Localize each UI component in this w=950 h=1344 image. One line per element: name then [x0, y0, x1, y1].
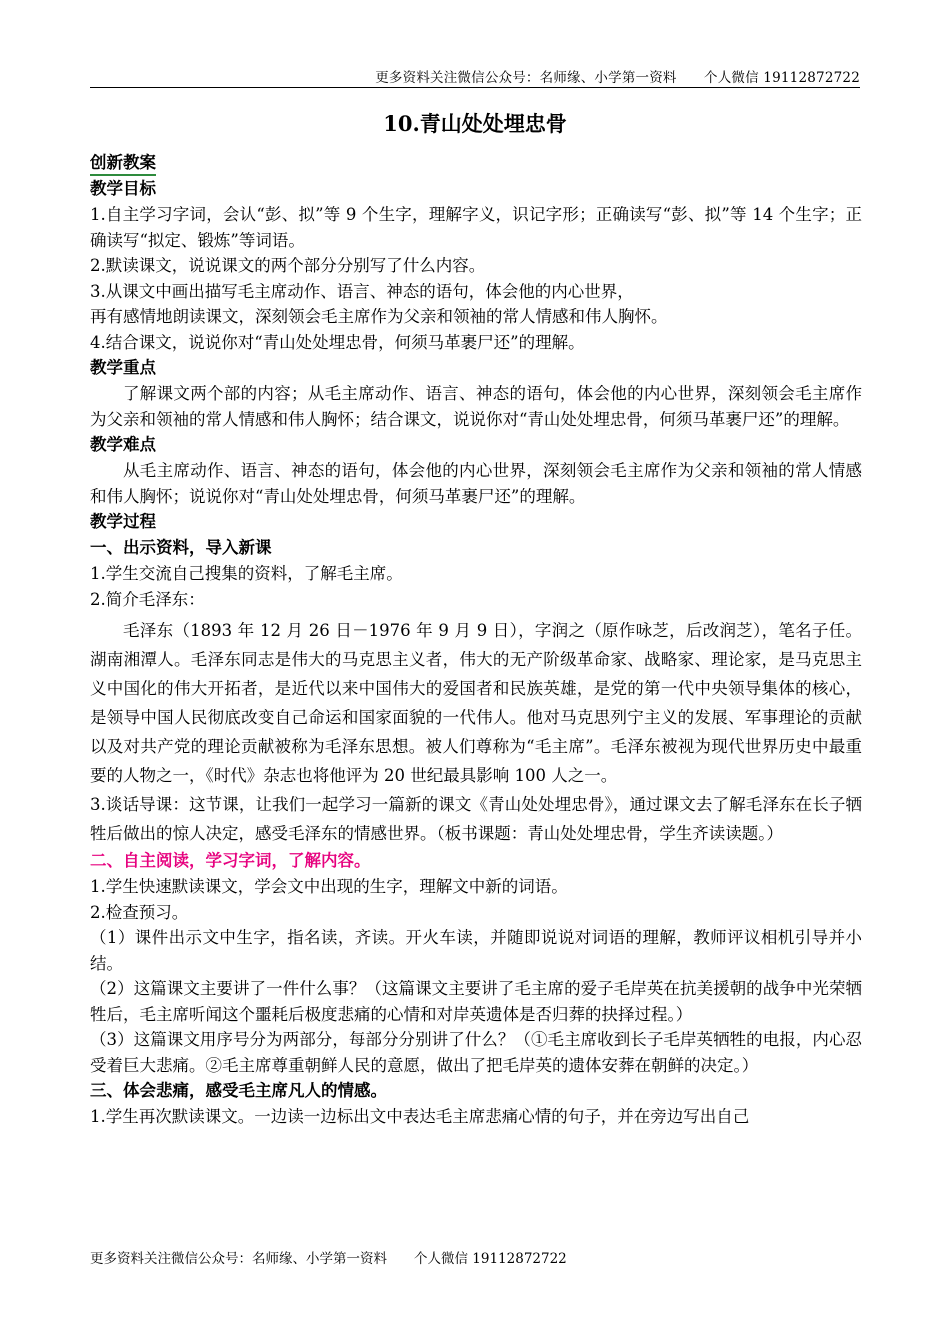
step2-heading: 二、自主阅读，学习字词，了解内容。 — [90, 851, 371, 870]
focus-paragraph: 了解课文两个部的内容；从毛主席动作、语言、神态的语句，体会他的内心世界，深刻领会毛主席作为父亲和领袖的常人情感和伟人胸怀；结合课文，说说你对“青山处处埋忠骨，何须马革裹尸还”的理解。 — [90, 384, 862, 429]
step1-item: 1.学生交流自己搜集的资料，了解毛主席。 — [90, 564, 403, 583]
page-title: 10.青山处处埋忠骨 — [383, 111, 567, 136]
step2-item: 1.学生快速默读课文，学会文中出现的生字，理解文中新的词语。 — [90, 877, 568, 896]
difficulty-paragraph: 从毛主席动作、语言、神态的语句，体会他的内心世界，深刻领会毛主席作为父亲和领袖的常人情感和伟人胸怀；说说你对“青山处处埋忠骨，何须马革裹尸还”的理解。 — [90, 461, 862, 506]
mao-bio-paragraph: 毛泽东（1893 年 12 月 26 日－1976 年 9 月 9 日），字润之（原作咏芝，后改润芝），笔名子任。湖南湘潭人。毛泽东同志是伟大的马克思主义者，伟大的无产阶级革命家、战略家、理论家，是马克思主义中国化的伟大开拓者，是近代以来中国伟大的爱国者和民族英雄，是党的第一代中央领导集体的核心，是领导中国人民彻底改变自己命运和国家面貌的一代伟人。他对马克思列宁主义的发展、军事理论的贡献以及对共产党的理论贡献被称为毛泽东思想。被人们尊称为“毛主席”。毛泽东被视为现代世界历史中最重要的人物之一，《时代》杂志也将他评为 20 世纪最具影响 100 人之一。 — [90, 621, 862, 785]
step1-heading: 一、出示资料，导入新课 — [90, 538, 272, 557]
step2-subitem: （2）这篇课文主要讲了一件什么事？（这篇课文主要讲了毛主席的爱子毛岸英在抗美援朝的战争中光荣牺牲后，毛主席听闻这个噩耗后极度悲痛的心情和对岸英遗体是否归葬的抉择过程。） — [90, 979, 862, 1024]
step2-subitem: （3）这篇课文用序号分为两部分，每部分分别讲了什么？（①毛主席收到长子毛岸英牺牲的电报，内心忍受着巨大悲痛。②毛主席尊重朝鲜人民的意愿，做出了把毛岸英的遗体安葬在朝鲜的决定。） — [90, 1030, 862, 1075]
goal-item: 2.默读课文，说说课文的两个部分分别写了什么内容。 — [90, 256, 486, 275]
goal-item: 3.从课文中画出描写毛主席动作、语言、神态的语句，体会他的内心世界， — [90, 281, 634, 301]
header-divider — [90, 87, 860, 88]
page-header: 更多资料关注微信公众号：名师缘、小学第一资料 个人微信 19112872722 — [375, 70, 860, 86]
step3-heading: 三、体会悲痛，感受毛主席凡人的情感。 — [90, 1081, 387, 1100]
step3-item: 1.学生再次默读课文。一边读一边标出文中表达毛主席悲痛心情的句子，并在旁边写出自己 — [90, 1107, 750, 1126]
step2-subitem: （1）课件出示文中生字，指名读，齐读。开火车读，并随即说说对词语的理解，教师评议相机引导并小结。 — [90, 928, 862, 973]
difficulty-heading: 教学难点 — [90, 435, 156, 454]
goal-item: 再有感情地朗读课文，深刻领会毛主席作为父亲和领袖的常人情感和伟人胸怀。 — [90, 307, 668, 326]
goal-item: 4.结合课文，说说你对“青山处处埋忠骨，何须马革裹尸还”的理解。 — [90, 332, 585, 352]
lesson-content — [90, 150, 862, 1130]
goals-heading: 教学目标 — [90, 179, 156, 198]
step1-item: 3.谈话导课：这节课，让我们一起学习一篇新的课文《青山处处埋忠骨》，通过课文去了解毛泽东在长子牺牲后做出的惊人决定，感受毛泽东的情感世界。（板书课题：青山处处埋忠骨，学生齐读读题。） — [90, 795, 862, 843]
goal-item: 1.自主学习字词，会认“彭、拟”等 9 个生字，理解字义，识记字形；正确读写“彭、拟”等 14 个生字；正确读写“拟定、锻炼”等词语。 — [90, 205, 862, 250]
step1-item: 2.简介毛泽东： — [90, 589, 205, 609]
process-heading: 教学过程 — [90, 512, 156, 531]
step2-item: 2.检查预习。 — [90, 902, 189, 922]
focus-heading: 教学重点 — [90, 358, 156, 377]
page-footer: 更多资料关注微信公众号：名师缘、小学第一资料 个人微信 19112872722 — [90, 1251, 567, 1267]
innovation-heading: 创新教案 — [90, 152, 156, 176]
